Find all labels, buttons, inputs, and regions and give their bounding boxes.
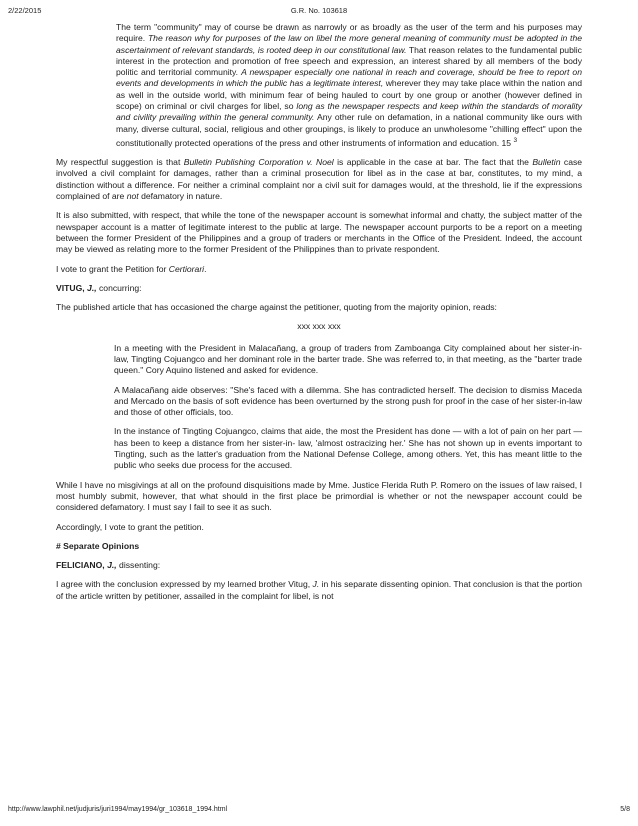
print-date: 2/22/2015: [8, 6, 42, 15]
block-quote-article: [114, 343, 582, 472]
paragraph-agreement: I agree with the conclusion expressed by my learned brother Vitug, J. in his separate dissenting opinion. That conclusion is that the portion of the article written by petitioner, assailed in the complaint for libel, is not: [56, 579, 582, 601]
opinion-heading-feliciano: FELICIANO, J., dissenting:: [56, 560, 161, 571]
page-number: 5/8: [620, 806, 630, 813]
vote-statement-2: Accordingly, I vote to grant the petition.: [56, 521, 204, 532]
article-paragraph: In a meeting with the President in Malacañang, a group of traders from Zamboanga City complained about her sister-in-law, Tingting Cojuangco and her dominant role in the barter trade. She was referred to, in that meeting, as the "barter trade queen." Cory Aquino listened and asked for evidence.: [114, 342, 582, 376]
block-quote-bulletin: [116, 22, 582, 149]
footnote-reference[interactable]: 3: [513, 136, 518, 144]
document-body: [56, 22, 582, 610]
paragraph-published-article: The published article that has occasioned the charge against the petitioner, quoting from the majority opinion, reads:: [56, 302, 497, 313]
article-paragraph: In the instance of Tingting Cojuangco, claims that aide, the most the President has done — with a lot of pain on her part — has been to keep a distance from her sister-in- law, 'almost ostracizing her.' She has not shown up in events important to Tingting, such as the latter's graduation from the National Defense College, among others. Yet, this has meant little to the public who seeks due process for the accused.: [114, 426, 582, 471]
vote-statement: I vote to grant the Petition for Certiorari.: [56, 263, 207, 274]
page-header: [8, 6, 630, 18]
ellipsis-separator: xxx xxx xxx: [297, 321, 341, 332]
paragraph-submission: It is also submitted, with respect, that while the tone of the newspaper account is somewhat informal and chatty, the subject matter of the newspaper account is a matter of legitimate interest to the public at large. The newspaper account purports to be a report on a meeting between the former President of the Philippines and a group of traders or merchants in the Office of the President. Indeed, the account may be viewed as relating more to the former President of the Philippines than to private respondent.: [56, 210, 582, 255]
paragraph-suggestion: My respectful suggestion is that Bulletin Publishing Corporation v. Noel is applicable in the case at bar. The fact that the Bulletin case involved a civil complaint for damages, rather than a criminal prosecution for libel as in the case at bar, constitutes, to my mind, a distinction without a difference. For neither a criminal complaint nor a civil suit for damages would, at the threshold, lie if the expressions complained of are not defamatory in nature.: [56, 157, 583, 202]
quote-paragraph: The term "community" may of course be drawn as narrowly or as broadly as the user of the term and his purposes may require. The reason why for purposes of the law on libel the more general meaning of community must be adopted in the ascertainment of relevant standards, is rooted deep in our constitutional law. That reason relates to the fundamental public interest in the protection and promotion of free speech and expression, an interest shared by all members of the body politic and territorial community. A newspaper especially one national in reach and coverage, should be free to report on events and developments in which the public has a legitimate interest, wherever they may take place within the nation and as well in the outside world, with minimum fear of being hauled to court by one group or another (however defined in scope) on criminal or civil charges for libel, so long as the newspaper respects and keep within the standards of morality and civility prevailing within the general community. Any other rule on defamation, in a national community like ours with many, diverse cultural, social, religious and other groupings, is likely to produce an unwholesome "chilling effect" upon the constitutionally protected operations of the press and other instruments of information and education. 15 $^3$: [116, 22, 583, 148]
article-paragraph: A Malacañang aide observes: "She's faced with a dilemma. She has contradicted herself. The decision to dismiss Maceda and Mercado on the basis of soft evidence has been overturned by the strong push for proof in the case of her sister-in-law and those of other officials, too.: [114, 384, 582, 418]
paragraph-misgivings: While I have no misgivings at all on the profound disquisitions made by Mme. Justice Flerida Ruth P. Romero on the issues of law raised, I most humbly submit, however, that what should in the first place be primordial is whether or not the newspaper account could be considered defamatory. I must say I fail to see it as such.: [56, 479, 582, 513]
document-title: G.R. No. 103618: [290, 6, 348, 15]
page-footer: [8, 806, 630, 818]
source-url[interactable]: http://www.lawphil.net/judjuris/juri1994/may1994/gr_103618_1994.html: [8, 806, 228, 813]
separate-opinions-heading: # Separate Opinions: [56, 540, 140, 551]
opinion-heading-vitug: VITUG, J., concurring:: [56, 282, 142, 293]
